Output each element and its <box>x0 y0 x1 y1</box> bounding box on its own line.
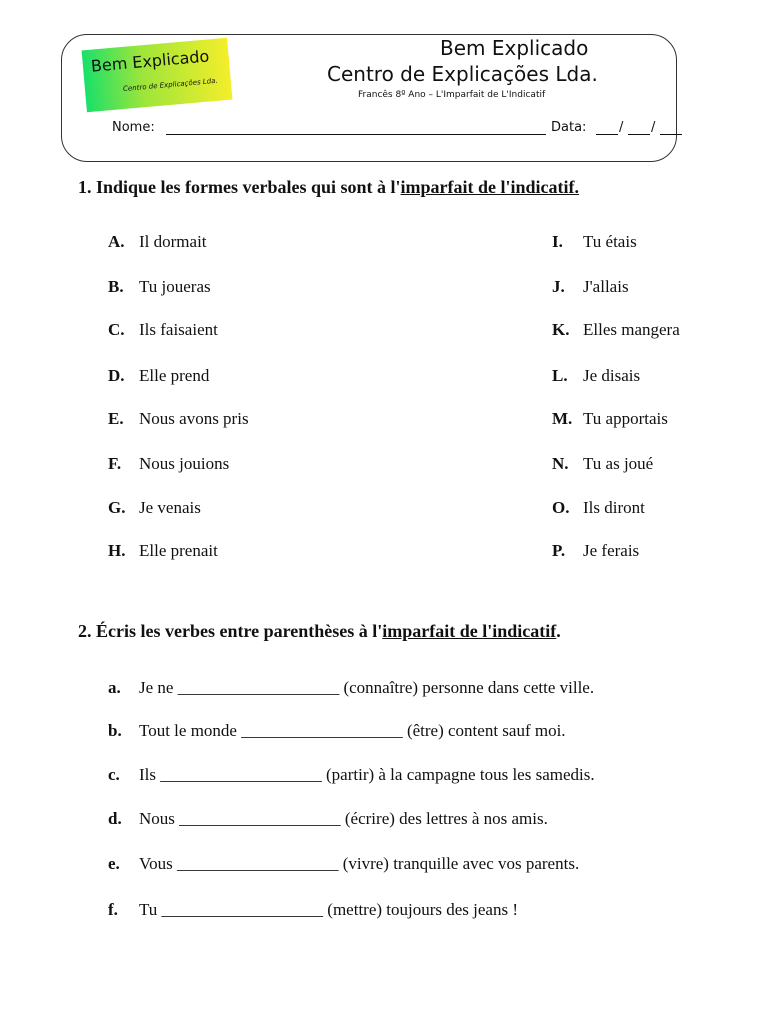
list-item[interactable] <box>108 320 218 340</box>
name-field[interactable] <box>166 134 546 135</box>
list-item[interactable] <box>552 454 653 474</box>
item-text: Tu joueras <box>139 277 211 296</box>
item-letter: N. <box>552 454 569 473</box>
item-text: Elle prend <box>139 366 210 385</box>
item-text: Elle prenait <box>139 541 218 560</box>
item-letter: e. <box>108 854 120 873</box>
logo <box>82 38 233 112</box>
list-item[interactable] <box>108 454 229 474</box>
question-1-emphasis: imparfait de l'indicatif. <box>400 177 580 197</box>
item-letter: L. <box>552 366 568 385</box>
item-letter: P. <box>552 541 566 560</box>
date-separator: / <box>651 120 656 135</box>
item-text: J'allais <box>583 277 629 296</box>
item-letter: F. <box>108 454 122 473</box>
logo-subtitle: Centro de Explicações Lda. <box>122 76 219 93</box>
date-separator: / <box>619 120 624 135</box>
date-year-field[interactable] <box>660 134 682 135</box>
item-text: Ils ___________________ (partir) à la campagne tous les samedis. <box>139 765 595 784</box>
item-text: Tout le monde ___________________ (être) content sauf moi. <box>139 721 566 740</box>
item-letter: M. <box>552 409 573 428</box>
exercise-item[interactable] <box>108 900 518 920</box>
item-letter: C. <box>108 320 125 339</box>
question-2-prefix: 2. Écris les verbes entre parenthèses à l' <box>78 621 383 641</box>
item-letter: D. <box>108 366 125 385</box>
logo-title: Bem Explicado <box>90 46 211 76</box>
list-item[interactable] <box>108 409 249 429</box>
exercise-item[interactable] <box>108 809 548 829</box>
item-text: Vous ___________________ (vivre) tranquille avec vos parents. <box>139 854 580 873</box>
list-item[interactable] <box>552 232 637 252</box>
list-item[interactable] <box>108 498 201 518</box>
date-day-field[interactable] <box>596 134 618 135</box>
list-item[interactable] <box>108 232 207 252</box>
item-letter: J. <box>552 277 565 296</box>
question-2-suffix: . <box>556 621 561 641</box>
item-letter: c. <box>108 765 120 784</box>
item-text: Tu étais <box>583 232 637 251</box>
exercise-item[interactable] <box>108 721 566 741</box>
list-item[interactable] <box>552 277 629 297</box>
item-letter: H. <box>108 541 126 560</box>
org-name: Bem Explicado <box>440 36 589 60</box>
question-1-prefix: 1. Indique les formes verbales qui sont à l' <box>78 177 401 197</box>
item-text: Il dormait <box>139 232 207 251</box>
item-letter: O. <box>552 498 570 517</box>
name-label: Nome: <box>112 120 155 135</box>
item-text: Tu as joué <box>583 454 654 473</box>
item-text: Je ne ___________________ (connaître) personne dans cette ville. <box>139 678 595 697</box>
org-full-name: Centro de Explicações Lda. <box>327 62 598 86</box>
item-text: Je venais <box>139 498 201 517</box>
exercise-item[interactable] <box>108 765 595 785</box>
question-1-title <box>78 177 579 198</box>
list-item[interactable] <box>108 366 209 386</box>
item-text: Je disais <box>583 366 641 385</box>
exercise-item[interactable] <box>108 678 594 698</box>
item-letter: I. <box>552 232 563 251</box>
date-label: Data: <box>551 120 587 135</box>
list-item[interactable] <box>552 541 639 561</box>
item-letter: B. <box>108 277 124 296</box>
list-item[interactable] <box>108 277 211 297</box>
item-letter: a. <box>108 678 121 697</box>
list-item[interactable] <box>552 498 645 518</box>
date-month-field[interactable] <box>628 134 650 135</box>
item-letter: E. <box>108 409 124 428</box>
item-text: Nous avons pris <box>139 409 249 428</box>
item-text: Tu apportais <box>583 409 668 428</box>
item-letter: K. <box>552 320 570 339</box>
item-text: Ils faisaient <box>139 320 218 339</box>
item-text: Ils diront <box>583 498 645 517</box>
worksheet-subtitle: Francês 8º Ano – L'Imparfait de L'Indicatif <box>358 90 546 100</box>
item-letter: G. <box>108 498 126 517</box>
item-letter: f. <box>108 900 118 919</box>
item-text: Elles mangera <box>583 320 680 339</box>
item-text: Nous ___________________ (écrire) des lettres à nos amis. <box>139 809 548 828</box>
item-text: Je ferais <box>583 541 640 560</box>
list-item[interactable] <box>108 541 218 561</box>
item-letter: b. <box>108 721 122 740</box>
item-letter: A. <box>108 232 125 251</box>
question-2-title <box>78 621 561 642</box>
item-letter: d. <box>108 809 122 828</box>
list-item[interactable] <box>552 409 668 429</box>
list-item[interactable] <box>552 320 696 340</box>
exercise-item[interactable] <box>108 854 579 874</box>
item-text: Tu ___________________ (mettre) toujours des jeans ! <box>139 900 519 919</box>
list-item[interactable] <box>552 366 640 386</box>
item-text: Nous jouions <box>139 454 230 473</box>
question-2-emphasis: imparfait de l'indicatif <box>382 621 557 641</box>
